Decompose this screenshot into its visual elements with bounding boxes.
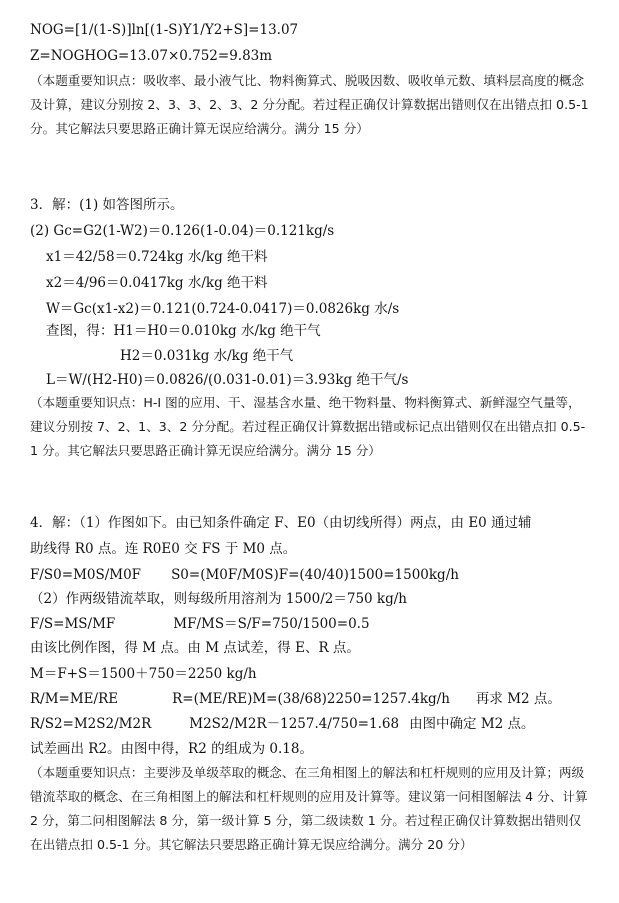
section4-line3 (30, 566, 459, 584)
section3-gc-line: (2) Gc=G2(1-W2)＝0.126(1-0.04)＝0.121kg/s (30, 223, 335, 239)
section3-w-line: W＝Gc(x1-x2)＝0.121(0.724-0.0417)＝0.0826kg 水/s (46, 301, 400, 317)
section4-line6: 由该比例作图，得 M 点。由 M 点试差，得 E、R 点。 (30, 640, 360, 656)
nog-formula-line: NOG=[1/(1-S)]ln[(1-S)Y1/Y2+S]=13.07 (30, 22, 299, 38)
section3-l-line: L＝W/(H2-H0)＝0.0826/(0.031-0.01)＝3.93kg 绝干气/s (46, 372, 409, 388)
section4-line5 (30, 615, 370, 633)
s0-calc: S0=(M0F/M0S)F=(40/40)1500=1500kg/h (171, 567, 459, 583)
height-formula-line: Z=NOGHOG=13.07×0.752=9.83m (30, 48, 273, 64)
section4-line10: 试差画出 R2。由图中得，R2 的组成为 0.18。 (30, 741, 313, 757)
section4-line2: 助线得 R0 点。连 R0E0 交 FS 于 M0 点。 (30, 541, 297, 557)
ratio-fs0: F/S0=M0S/M0F (30, 567, 142, 583)
locate-m2-text: 由图中确定 M2 点。 (409, 716, 535, 732)
section3-x2-line: x2＝4/96＝0.0417kg 水/kg 绝干料 (46, 275, 268, 291)
find-m2-text: 再求 M2 点。 (475, 691, 561, 707)
section3-x1-line: x1＝42/58＝0.724kg 水/kg 绝干料 (46, 249, 268, 265)
ratio-rs2: R/S2=M2S2/M2R (30, 716, 152, 732)
ratio-rm: R/M=ME/RE (30, 691, 119, 707)
section4-line7: M＝F+S＝1500＋750＝2250 kg/h (30, 666, 257, 682)
section3-h1-line: 查图，得：H1＝H0＝0.010kg 水/kg 绝干气 (46, 323, 321, 339)
section3-h2-line: H2＝0.031kg 水/kg 绝干气 (120, 348, 294, 364)
section3-grading-note: （本题重要知识点：H-I 图的应用、干、湿基含水量、绝干物料量、物料衡算式、新鲜湿空气量等，建议分别按 7、2、1、3、2 分分配。若过程正确仅计算数据出错或标记点出错则仅在出错点扣 0.5-1 分。其它解法只要思路正确计算无误应给满分。满分 15 分） (30, 395, 586, 458)
ratio-fs: F/S=MS/MF (30, 616, 116, 632)
r-calc: R=(ME/RE)M=(38/68)2250=1257.4kg/h (172, 691, 450, 707)
mf-ms-calc: MF/MS＝S/F=750/1500=0.5 (173, 616, 370, 632)
m2-calc: M2S2/M2R－1257.4/750=1.68 (189, 716, 400, 732)
section4-line4: （2）作两级错流萃取，则每级所用溶剂为 1500/2＝750 kg/h (30, 591, 407, 607)
section4-heading: 4．解：（1）作图如下。由已知条件确定 F、E0（由切线所得）两点，由 E0 通过辅 (30, 515, 532, 531)
section4-line8 (30, 690, 561, 708)
section4-grading-note: （本题重要知识点：主要涉及单级萃取的概念、在三角相图上的解法和杠杆规则的应用及计算；两级错流萃取的概念、在三角相图上的解法和杠杆规则的应用及计算等。建议第一问相图解法 4 分、计算 2 分，第二问相图解法 8 分，第一级计算 5 分，第二级读数 1 分。若过程正确仅计算数据出错则仅在出错点扣 0.5-1 分。其它解法只要思路正确计算无误应给满分。满分 20 分） (30, 765, 592, 852)
section3-heading: 3．解：(1) 如答图所示。 (30, 197, 184, 213)
section2-grading-note: （本题重要知识点：吸收率、最小液气比、物料衡算式、脱吸因数、吸收单元数、填料层高度的概念及计算，建议分别按 2、3、3、2、3、2 分分配。若过程正确仅计算数据出错则仅在出错点扣 0.5-1 分。其它解法只要思路正确计算无误应给满分。满分 15 分） (30, 73, 593, 136)
section4-line9 (30, 715, 535, 733)
